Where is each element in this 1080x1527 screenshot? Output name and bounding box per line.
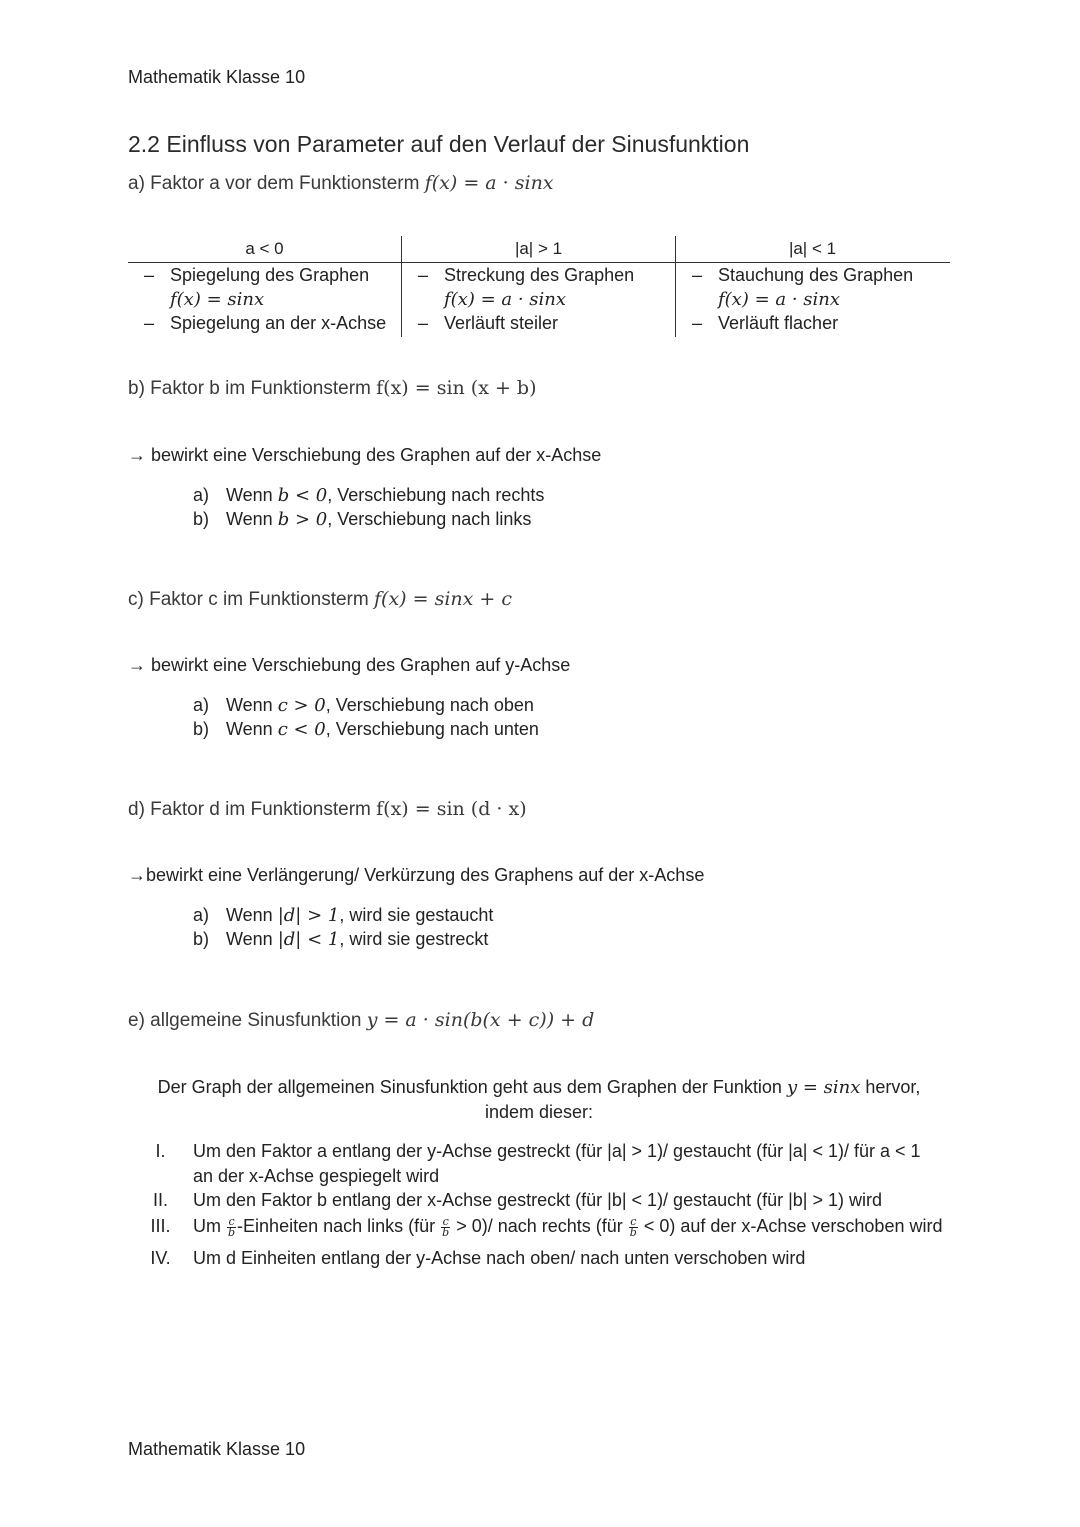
fraction-c-over-b: $\frac{c}{b}$ — [629, 1214, 637, 1239]
fraction-c-over-b: $\frac{c}{b}$ — [228, 1214, 236, 1239]
table-cell-row: f(x) = sinx — [170, 289, 265, 310]
list-item: b) Wenn |d| < 1, wird sie gestreckt — [193, 929, 489, 950]
section-title: 2.2 Einfluss von Parameter auf den Verlauf der Sinusfunktion — [128, 131, 750, 157]
table-cell-row: – Verläuft flacher — [691, 313, 839, 333]
subsection-b-formula: f(x) = sin (x + b) — [376, 377, 537, 399]
subsection-a-formula: f(x) = a · sinx — [424, 172, 554, 194]
roman-list-item: II. Um den Faktor b entlang der x-Achse gestreckt (für |b| < 1)/ gestaucht (für |b| > 1) wird — [152, 1190, 883, 1210]
column-header: |a| < 1 — [788, 239, 837, 258]
table-cell-row: – Spiegelung an der x-Achse — [143, 313, 387, 333]
subsection-a-label: a) Faktor a vor dem Funktionsterm — [128, 173, 425, 194]
subsection-d-heading — [128, 798, 527, 821]
page-footer: Mathematik Klasse 10 — [128, 1439, 306, 1459]
table-cell-row: f(x) = a · sinx — [444, 289, 567, 310]
subsection-c-label: c) Faktor c im Funktionsterm — [128, 589, 374, 610]
list-item: b) Wenn b > 0, Verschiebung nach links — [193, 509, 532, 530]
parameter-a-table — [128, 236, 950, 337]
list-item: a) Wenn |d| > 1, wird sie gestaucht — [193, 905, 494, 926]
roman-list-item-continuation: an der x-Achse gespiegelt wird — [193, 1166, 440, 1186]
subsection-e-intro-line1: Der Graph der allgemeinen Sinusfunktion geht aus dem Graphen der Funktion y = sinx hervor, — [157, 1077, 921, 1098]
table-cell-row: – Verläuft steiler — [417, 313, 559, 333]
column-header: a < 0 — [245, 239, 284, 258]
list-item: a) Wenn b < 0, Verschiebung nach rechts — [193, 485, 545, 506]
table-column-a-less-one — [676, 236, 949, 337]
subsection-d-effect: →bewirkt eine Verlängerung/ Verkürzung des Graphens auf der x-Achse — [128, 865, 705, 885]
roman-list-item: IV. Um d Einheiten entlang der y-Achse nach oben/ nach unten verschoben wird — [150, 1248, 806, 1268]
roman-list-item: I. Um den Faktor a entlang der y-Achse gestreckt (für |a| > 1)/ gestaucht (für |a| < 1)/ für a < 1 — [155, 1141, 921, 1161]
table-column-a-negative — [128, 236, 401, 337]
page-header: Mathematik Klasse 10 — [128, 67, 306, 87]
table-cell-row: f(x) = a · sinx — [718, 289, 841, 310]
subsection-b-effect: → bewirkt eine Verschiebung des Graphen auf der x-Achse — [128, 445, 602, 465]
subsection-c-formula: f(x) = sinx + c — [374, 588, 512, 610]
subsection-d-label: d) Faktor d im Funktionsterm — [128, 799, 377, 820]
subsection-e-label: e) allgemeine Sinusfunktion — [128, 1010, 367, 1031]
subsection-d-formula: f(x) = sin (d · x) — [376, 798, 527, 820]
subsection-b-heading — [128, 377, 537, 400]
table-cell-row: – Streckung des Graphen — [417, 265, 635, 285]
table-cell-row: – Spiegelung des Graphen — [143, 265, 370, 285]
subsection-e-formula: y = a · sin(b(x + c)) + d — [366, 1009, 595, 1031]
roman-list-item: III. Um $\frac{c}{b}$ -Einheiten nach links (für $\frac{c}{b}$ > 0)/ nach rechts (für $\frac{c}{b}$ < 0) auf der x-Achse verschoben wird — [150, 1214, 943, 1239]
subsection-c-effect: → bewirkt eine Verschiebung des Graphen auf y-Achse — [128, 655, 571, 675]
table-column-a-greater-one — [402, 236, 675, 337]
list-item: a) Wenn c > 0, Verschiebung nach oben — [193, 695, 534, 716]
subsection-c-heading — [128, 588, 512, 611]
fraction-c-over-b: $\frac{c}{b}$ — [442, 1214, 450, 1239]
subsection-a-heading — [128, 172, 554, 195]
subsection-b-label: b) Faktor b im Funktionsterm — [128, 378, 377, 399]
subsection-e-heading — [128, 1009, 594, 1032]
table-cell-row: – Stauchung des Graphen — [691, 265, 914, 285]
list-item: b) Wenn c < 0, Verschiebung nach unten — [193, 719, 539, 740]
column-header: |a| > 1 — [514, 239, 563, 258]
subsection-e-intro-line2: indem dieser: — [484, 1102, 594, 1122]
